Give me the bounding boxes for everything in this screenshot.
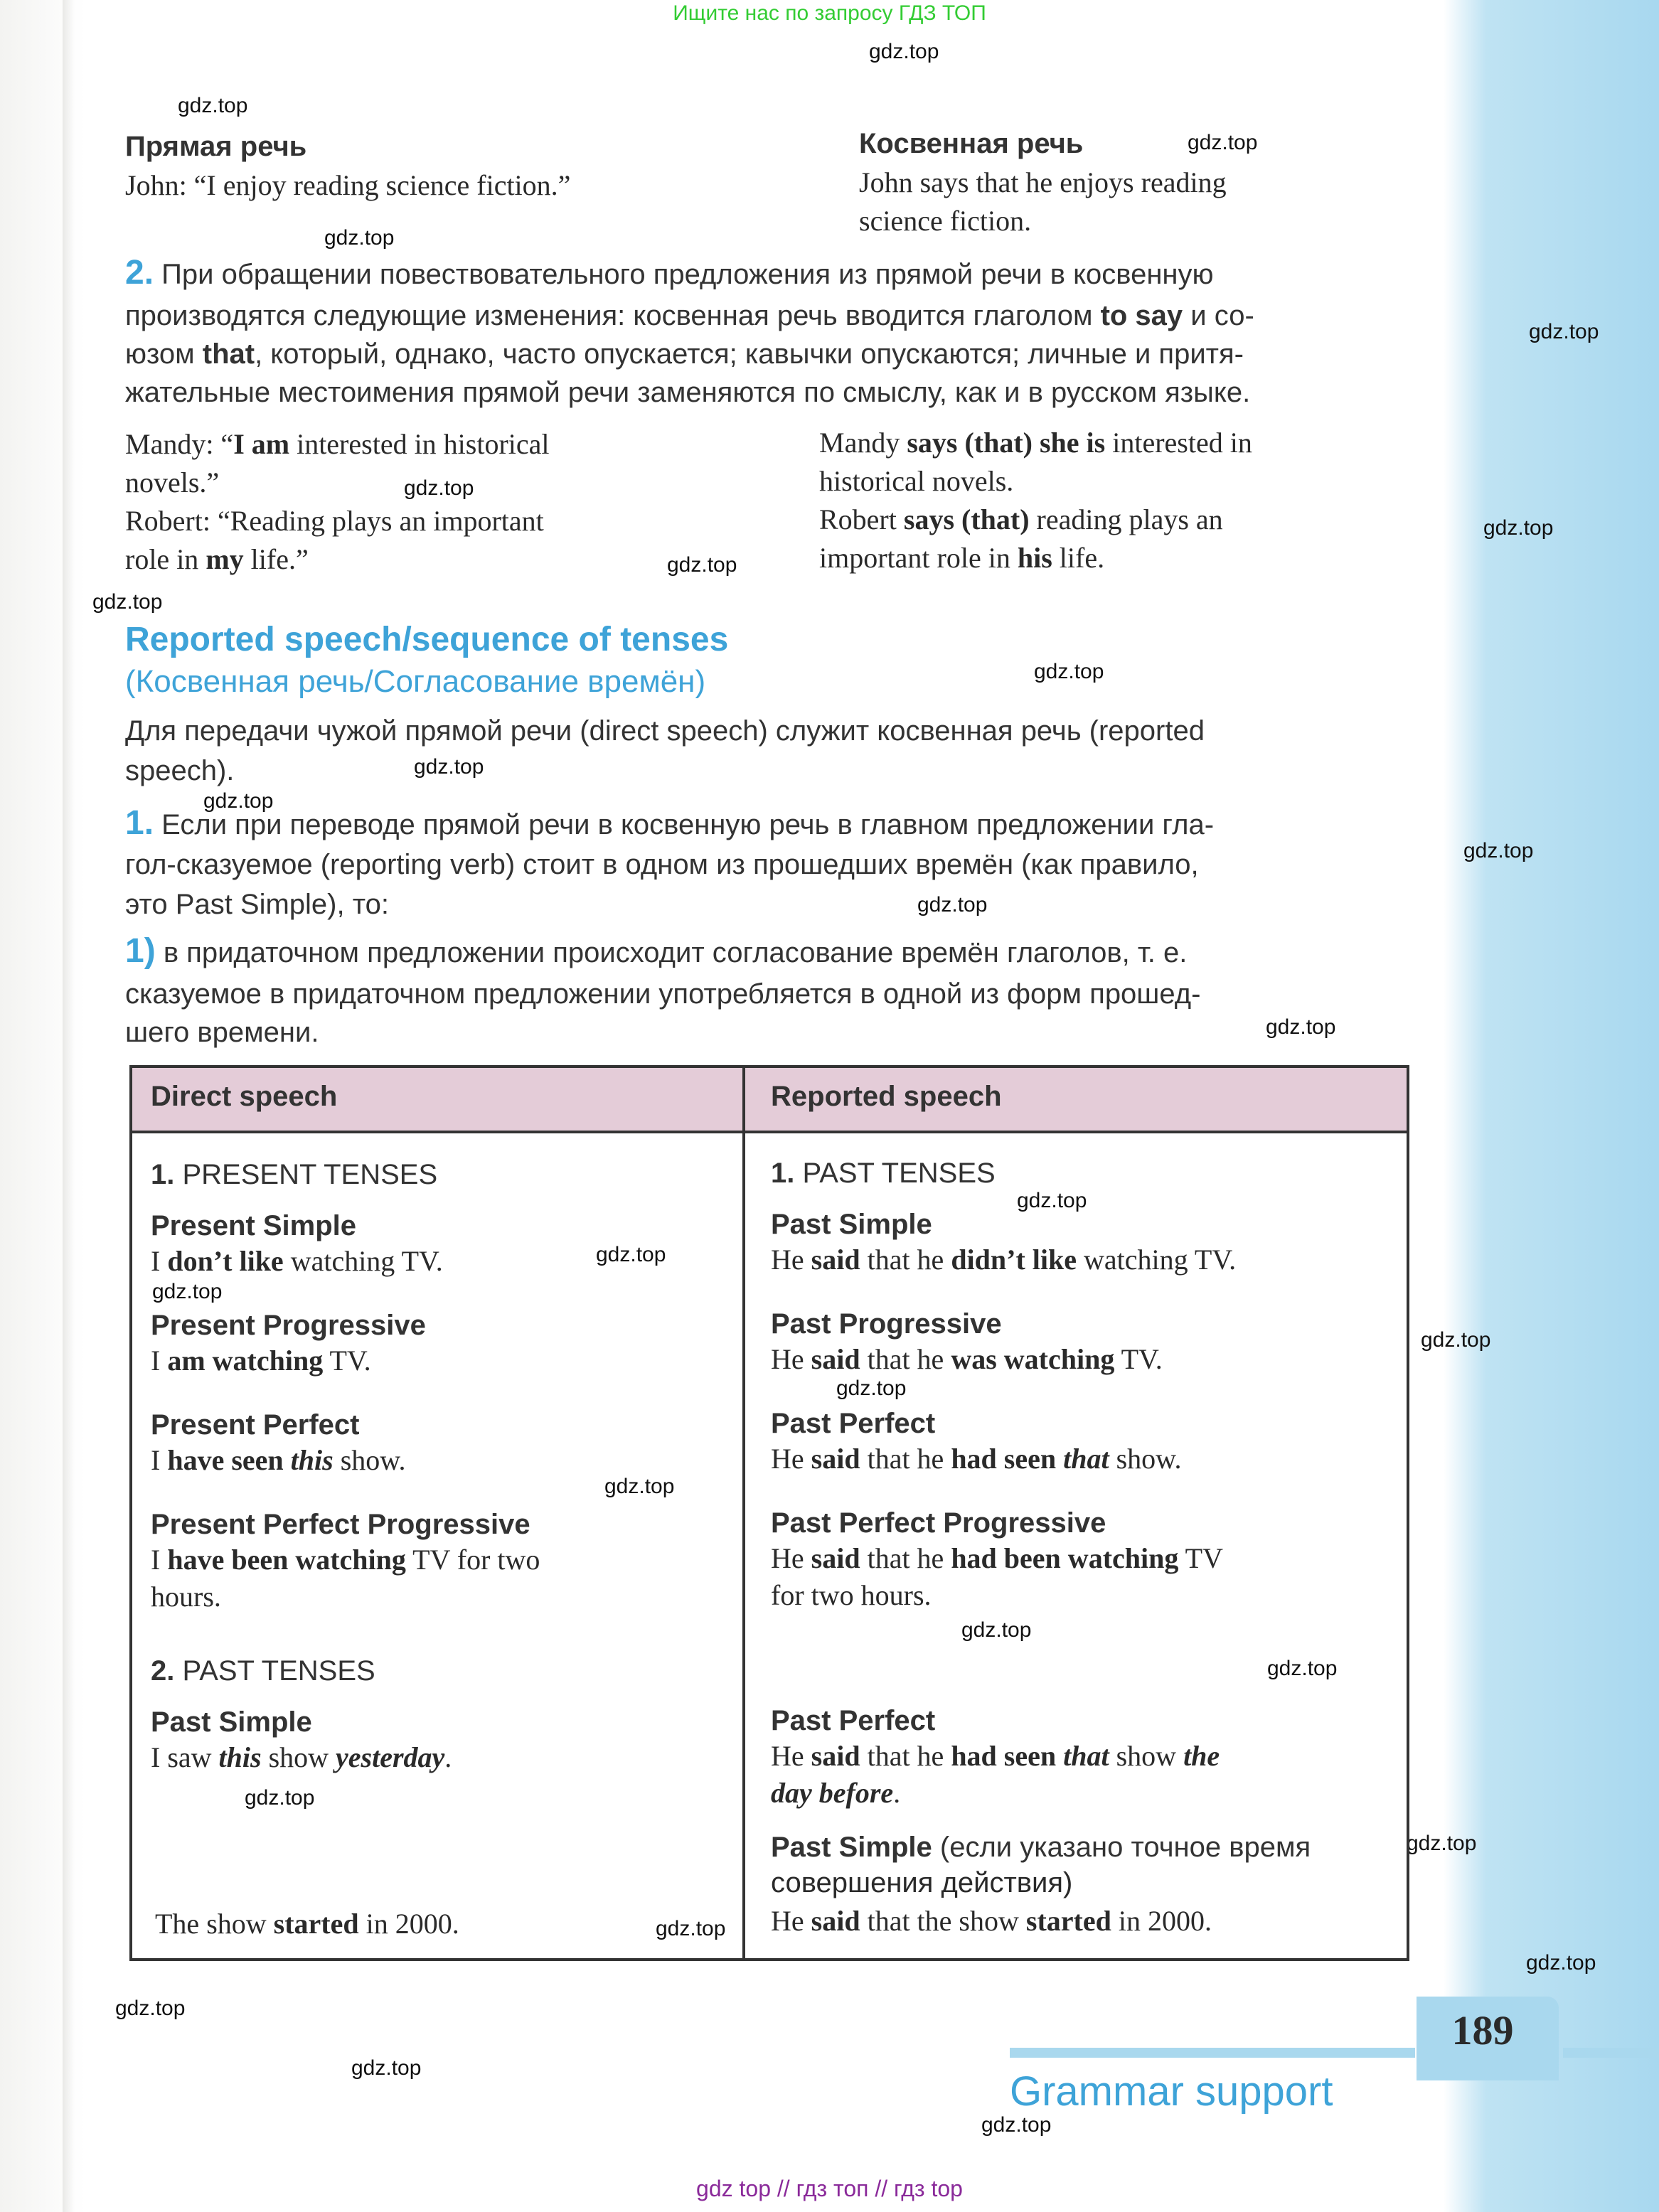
section-subtitle: (Косвенная речь/Согласование времён) xyxy=(125,664,706,699)
watermark: gdz.top xyxy=(1266,1015,1336,1039)
robert-direct-line1: Robert: “Reading plays an important xyxy=(125,505,544,537)
section-intro-line2: speech). xyxy=(125,755,235,786)
watermark: gdz.top xyxy=(836,1377,907,1400)
grammar-support-bar xyxy=(1010,2048,1415,2058)
watermark: gdz.top xyxy=(92,590,163,614)
rule1-1-number: 1) xyxy=(125,932,156,970)
watermark: gdz.top xyxy=(1483,516,1554,540)
watermark: gdz.top xyxy=(203,789,274,813)
rule1-1-line2: сказуемое в придаточном предложении употребляется в одной из форм прошед- xyxy=(125,978,1201,1010)
example-past-perfect-reported-line2: day before. xyxy=(771,1777,901,1809)
tense-past-progressive: Past Progressive xyxy=(771,1308,1002,1340)
rule2-line3: юзом that, который, однако, часто опускается; кавычки опускаются; личные и притя- xyxy=(125,338,1244,370)
header-reported-speech: Reported speech xyxy=(771,1081,1002,1112)
example-past-simple: He said that he didn’t like watching TV. xyxy=(771,1244,1237,1276)
watermark: gdz.top xyxy=(245,1786,315,1810)
direct-speech-example: John: “I enjoy reading science fiction.” xyxy=(125,169,571,201)
group1-direct-title: 1. PRESENT TENSES xyxy=(151,1159,438,1190)
watermark: gdz.top xyxy=(656,1917,726,1940)
group1-reported-title: 1. PAST TENSES xyxy=(771,1158,996,1189)
section-label: Grammar support xyxy=(1010,2068,1333,2115)
header-direct-speech: Direct speech xyxy=(151,1081,338,1112)
rule1-1-line3: шего времени. xyxy=(125,1017,319,1048)
watermark: gdz.top xyxy=(1421,1328,1491,1352)
rule1-line3: это Past Simple), то: xyxy=(125,889,389,920)
watermark: gdz.top xyxy=(152,1280,223,1303)
grammar-support-bar-right xyxy=(1563,2048,1659,2058)
watermark: gdz.top xyxy=(1526,1951,1596,1975)
tense-past-simple-direct: Past Simple xyxy=(151,1706,312,1738)
tense-past-perfect: Past Perfect xyxy=(771,1408,936,1439)
table-header-row xyxy=(132,1068,1407,1133)
mandy-direct-line1: Mandy: “I am interested in historical xyxy=(125,428,550,460)
mandy-direct-line2: novels.” xyxy=(125,466,220,498)
watermark: gdz.top xyxy=(1463,839,1534,862)
tense-present-progressive: Present Progressive xyxy=(151,1310,426,1341)
top-banner[interactable]: Ищите нас по запросу ГДЗ ТОП xyxy=(673,1,986,25)
reported-speech-example-line2: science fiction. xyxy=(859,205,1032,237)
watermark: gdz.top xyxy=(1034,660,1104,683)
watermark: gdz.top xyxy=(351,2056,422,2080)
example-past-progressive: He said that he was watching TV. xyxy=(771,1343,1163,1375)
watermark: gdz.top xyxy=(869,40,939,63)
example-present-perfect-progressive-line1: I have been watching TV for two xyxy=(151,1544,540,1576)
robert-reported-line2: important role in his life. xyxy=(819,542,1105,574)
example-past-perfect: He said that he had seen that show. xyxy=(771,1443,1182,1475)
watermark: gdz.top xyxy=(115,1997,186,2020)
mandy-reported-line2: historical novels. xyxy=(819,465,1014,497)
watermark: gdz.top xyxy=(667,553,737,577)
book-spine-shadow xyxy=(63,0,75,2212)
rule1-number: 1. xyxy=(125,804,154,842)
watermark: gdz.top xyxy=(917,893,988,917)
example-present-progressive: I am watching TV. xyxy=(151,1345,371,1377)
column-divider xyxy=(742,1068,745,1958)
watermark: gdz.top xyxy=(961,1618,1032,1642)
watermark: gdz.top xyxy=(1529,320,1599,343)
tense-present-simple: Present Simple xyxy=(151,1210,357,1241)
note-exact-time: совершения действия) xyxy=(771,1867,1073,1898)
watermark: gdz.top xyxy=(1017,1189,1087,1212)
robert-direct-line2: role in my life.” xyxy=(125,543,309,575)
rule2-line4: жательные местоимения прямой речи заменяются по смыслу, как и в русском языке. xyxy=(125,377,1251,408)
rule1-line1: 1. Если при переводе прямой речи в косвенную речь в главном предложении гла- xyxy=(125,804,1215,842)
example-present-perfect: I have seen this show. xyxy=(151,1444,406,1476)
tenses-table xyxy=(129,1065,1409,1961)
rule2-number: 2. xyxy=(125,254,154,292)
example-present-perfect-progressive-line2: hours. xyxy=(151,1581,221,1613)
watermark: gdz.top xyxy=(981,2113,1052,2137)
watermark: gdz.top xyxy=(596,1243,666,1266)
footer-banner[interactable]: gdz top // гдз топ // гдз top xyxy=(696,2176,963,2201)
example-past-perfect-progressive-line2: for two hours. xyxy=(771,1579,932,1611)
reported-speech-example-line1: John says that he enjoys reading xyxy=(859,166,1227,198)
rule1-line2: гол-сказуемое (reporting verb) стоит в одном из прошедших времён (как правило, xyxy=(125,849,1199,880)
example-past-perfect-reported-line1: He said that he had seen that show the xyxy=(771,1740,1220,1772)
watermark: gdz.top xyxy=(414,755,484,779)
tense-past-perfect-progressive: Past Perfect Progressive xyxy=(771,1507,1106,1539)
example-present-simple: I don’t like watching TV. xyxy=(151,1245,443,1277)
tense-present-perfect-progressive: Present Perfect Progressive xyxy=(151,1509,530,1540)
example-past-simple-direct: I saw this show yesterday. xyxy=(151,1741,452,1773)
section-intro-line1: Для передачи чужой прямой речи (direct speech) служит косвенная речь (reported xyxy=(125,715,1205,747)
watermark: gdz.top xyxy=(178,94,248,117)
tense-past-simple: Past Simple xyxy=(771,1209,932,1240)
reported-speech-heading: Косвенная речь xyxy=(859,128,1084,159)
direct-speech-heading: Прямая речь xyxy=(125,131,307,162)
rule1-1-line1: 1) в придаточном предложении происходит согласование времён глаголов, т. е. xyxy=(125,932,1188,970)
watermark: gdz.top xyxy=(1407,1832,1477,1855)
watermark: gdz.top xyxy=(1267,1657,1338,1680)
watermark: gdz.top xyxy=(1188,131,1258,154)
rule2-line2: производятся следующие изменения: косвенная речь вводится глаголом to say и со- xyxy=(125,300,1254,331)
example-show-started-direct: The show started in 2000. xyxy=(155,1908,459,1940)
tense-past-simple-exact-time: Past Simple (если указано точное время xyxy=(771,1832,1311,1863)
mandy-reported-line1: Mandy says (that) she is interested in xyxy=(819,427,1252,459)
example-show-started-reported: He said that the show started in 2000. xyxy=(771,1905,1212,1937)
section-title: Reported speech/sequence of tenses xyxy=(125,621,729,658)
watermark: gdz.top xyxy=(604,1475,675,1498)
watermark: gdz.top xyxy=(404,476,474,500)
rule2-line1: 2. При обращении повествовательного предложения из прямой речи в косвенную xyxy=(125,254,1214,292)
watermark: gdz.top xyxy=(324,226,395,250)
group2-direct-title: 2. PAST TENSES xyxy=(151,1655,375,1687)
tense-present-perfect: Present Perfect xyxy=(151,1409,360,1441)
robert-reported-line1: Robert says (that) reading plays an xyxy=(819,503,1223,535)
example-past-perfect-progressive-line1: He said that he had been watching TV xyxy=(771,1542,1223,1574)
page-number: 189 xyxy=(1451,2007,1514,2053)
tense-past-perfect-reported: Past Perfect xyxy=(771,1705,936,1736)
